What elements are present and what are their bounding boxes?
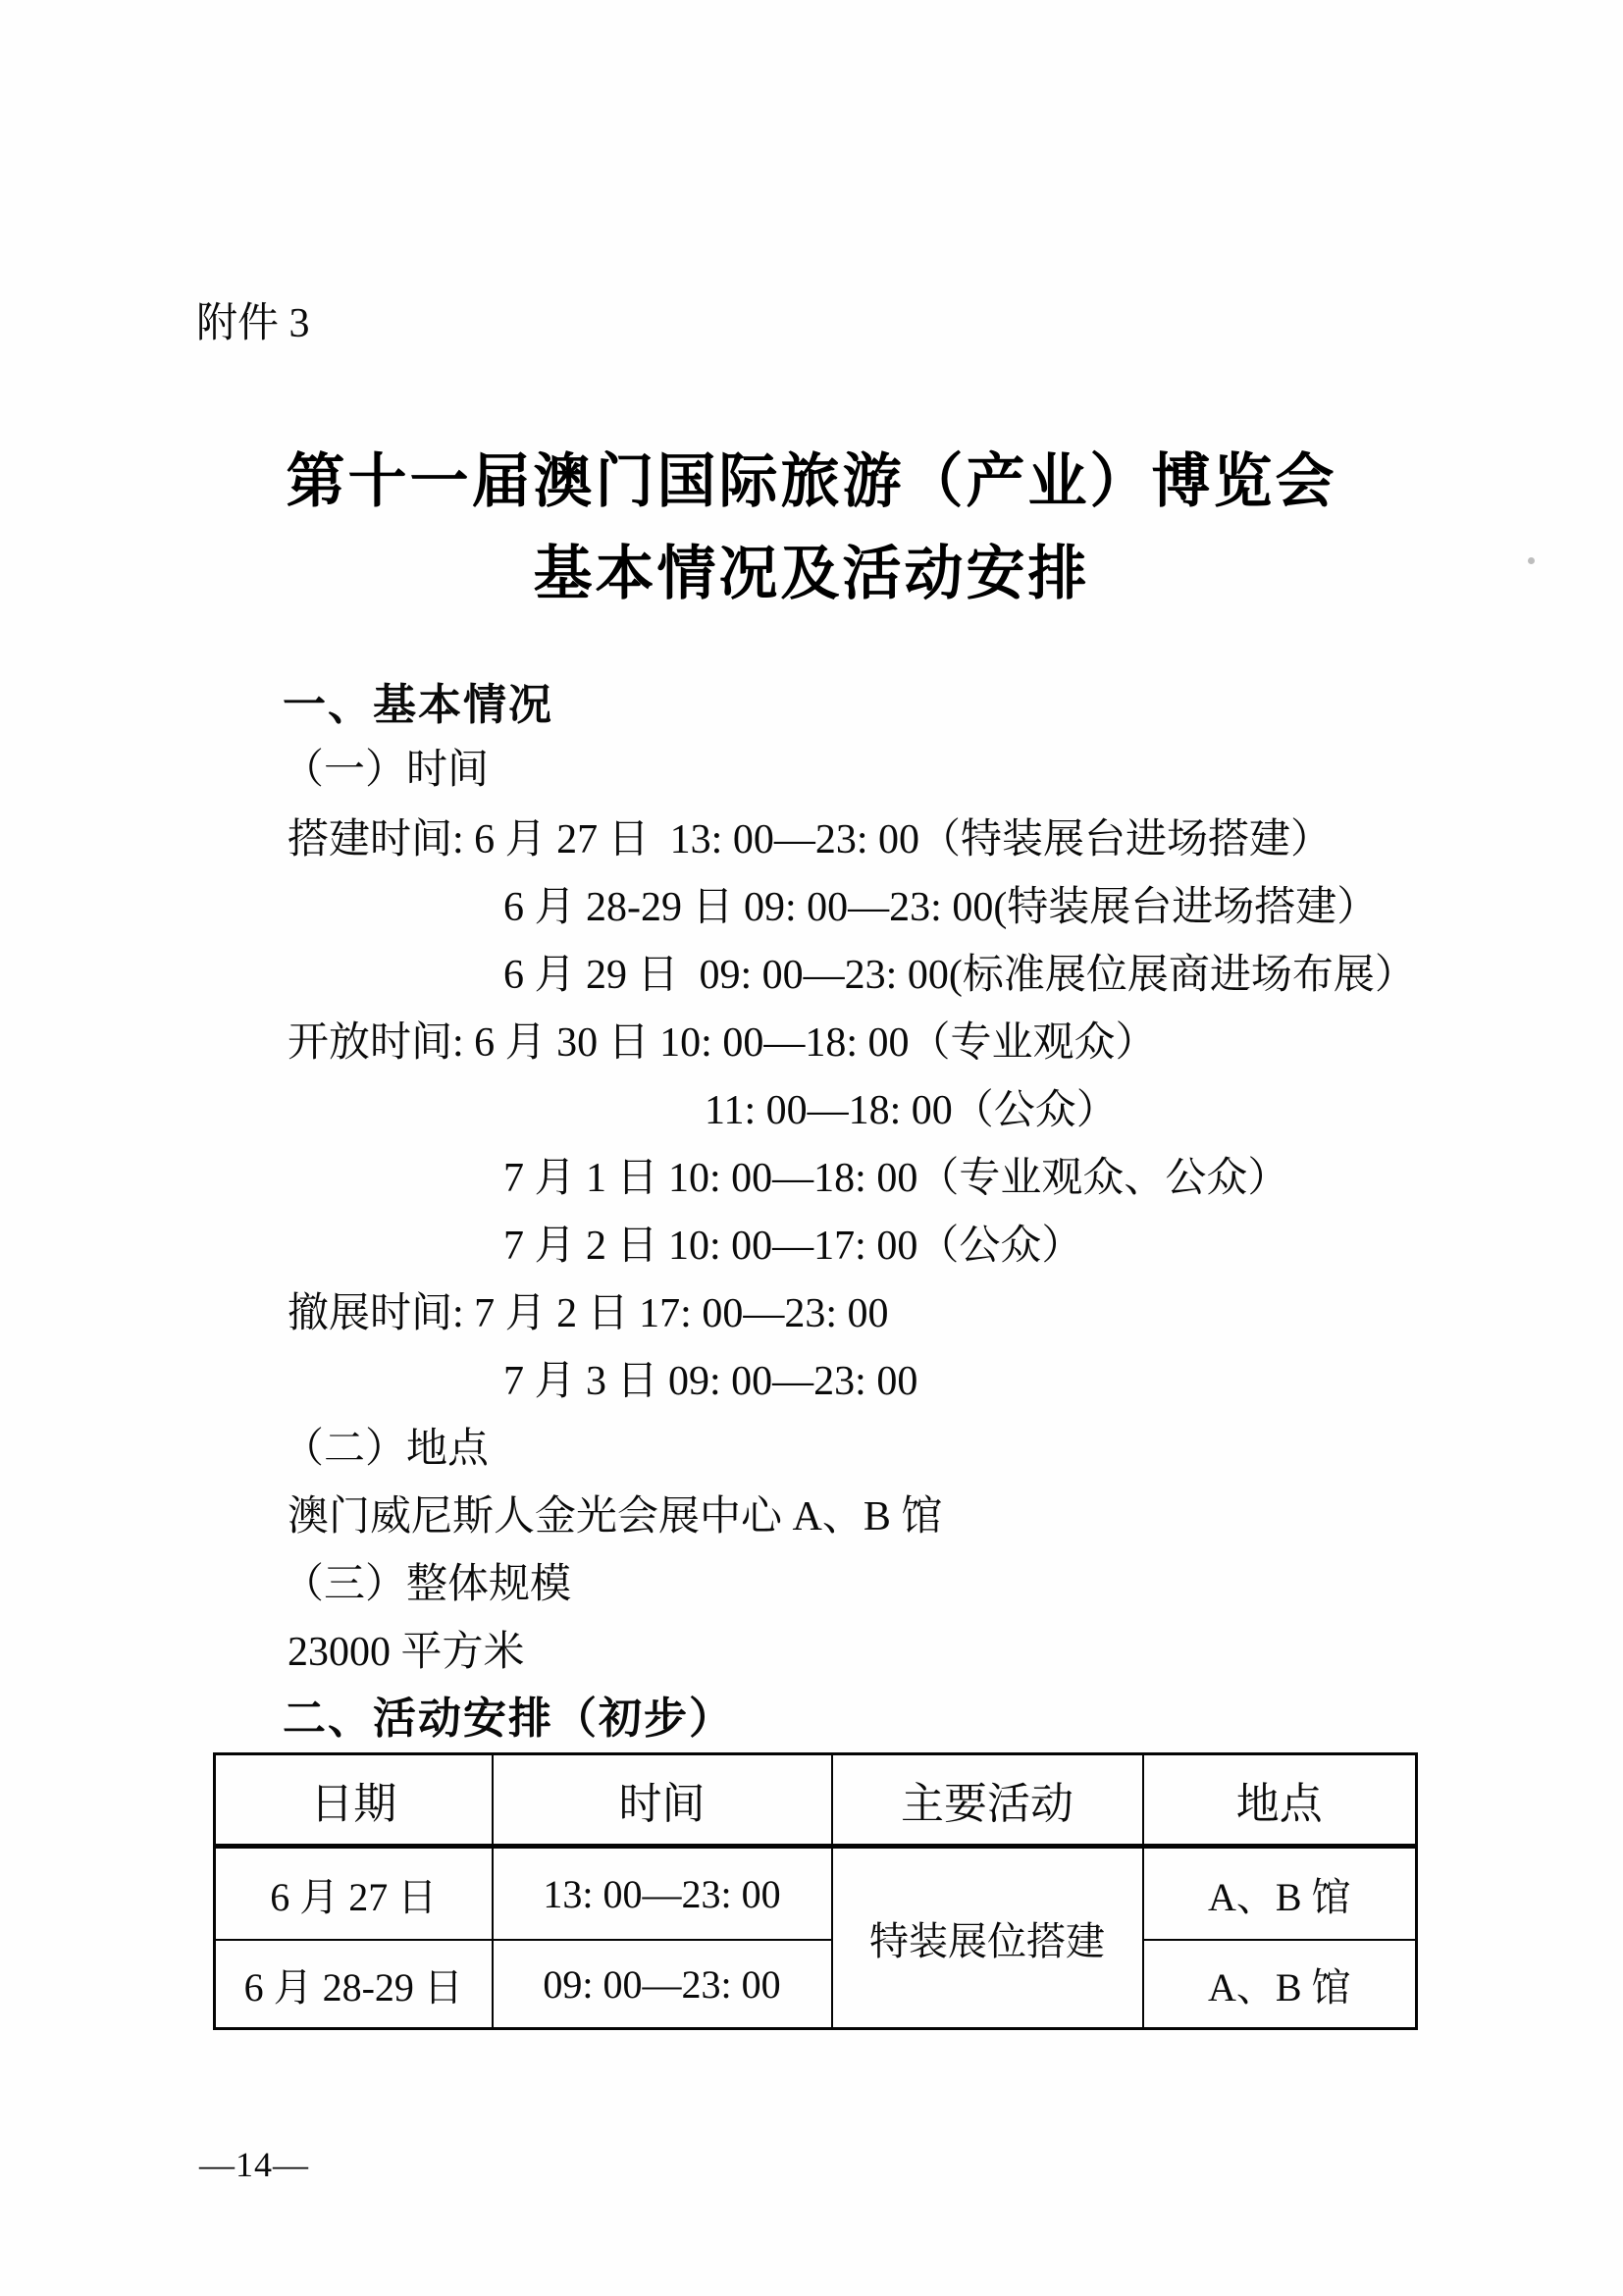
open-time-line-1: 开放时间: 6 月 30 日 10: 00—18: 00（专业观众） [288, 1020, 1157, 1066]
subheading-time: （一）时间 [283, 748, 490, 793]
table-header-date: 日期 [215, 1754, 493, 1847]
setup-time-line-3: 6 月 29 日 09: 00—23: 00(标准展位展商进场布展） [503, 953, 1416, 998]
schedule-table [213, 1752, 1418, 2030]
table-header-location: 地点 [1143, 1754, 1417, 1847]
table-cell-time-1: 13: 00—23: 00 [493, 1847, 832, 1941]
table-row-2 [215, 1940, 1417, 2029]
table-header-activity: 主要活动 [832, 1754, 1143, 1847]
page-number: —14— [199, 2145, 309, 2184]
section-heading-basic: 一、基本情况 [283, 681, 553, 729]
subheading-venue: （二）地点 [283, 1427, 490, 1472]
open-time-line-2: 11: 00—18: 00（公众） [705, 1088, 1118, 1133]
setup-time-line-2: 6 月 28-29 日 09: 00—23: 00(特装展台进场搭建） [503, 885, 1379, 930]
scale-line: 23000 平方米 [288, 1630, 525, 1675]
venue-line: 澳门威尼斯人金光会展中心 A、B 馆 [288, 1494, 943, 1539]
teardown-time-line-2: 7 月 3 日 09: 00—23: 00 [503, 1359, 918, 1404]
table-header-time: 时间 [493, 1754, 832, 1847]
subheading-scale: （三）整体规模 [283, 1562, 572, 1607]
table-cell-activity-merged: 特装展位搭建 [832, 1847, 1143, 2029]
table-cell-date-2: 6 月 28-29 日 [215, 1940, 493, 2029]
teardown-time-line-1: 撤展时间: 7 月 2 日 17: 00—23: 00 [288, 1291, 889, 1336]
attachment-label: 附件 3 [196, 301, 310, 346]
scan-artifact-dot [1528, 557, 1535, 564]
table-cell-location-1: A、B 馆 [1143, 1847, 1417, 1941]
document-title-line1: 第十一届澳门国际旅游（产业）博览会 [286, 449, 1337, 514]
section-heading-schedule: 二、活动安排（初步） [283, 1695, 734, 1743]
table-cell-date-1: 6 月 27 日 [215, 1847, 493, 1941]
open-time-line-4: 7 月 2 日 10: 00—17: 00（公众） [503, 1224, 1083, 1269]
table-cell-location-2: A、B 馆 [1143, 1940, 1417, 2029]
table-header-row [215, 1754, 1417, 1847]
table-cell-time-2: 09: 00—23: 00 [493, 1940, 832, 2029]
document-title-line2: 基本情况及活动安排 [533, 542, 1090, 606]
table-row-1 [215, 1847, 1417, 1941]
open-time-line-3: 7 月 1 日 10: 00—18: 00（专业观众、公众） [503, 1156, 1289, 1201]
setup-time-line-1: 搭建时间: 6 月 27 日 13: 00—23: 00（特装展台进场搭建） [288, 817, 1333, 862]
